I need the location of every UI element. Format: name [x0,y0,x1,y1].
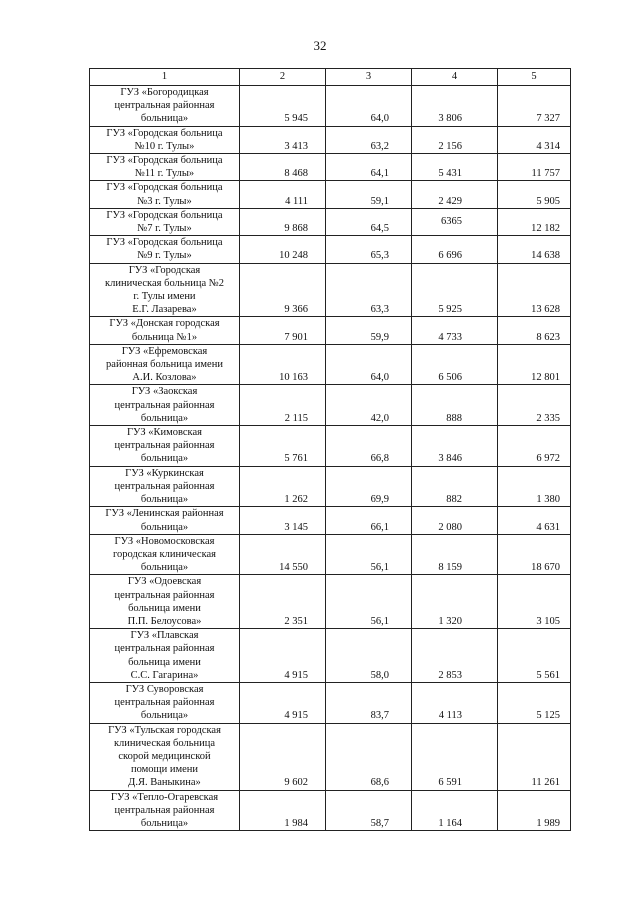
value-cell-col-2: 10 248 [240,236,326,263]
table-header [90,69,571,86]
institution-name-line: больница» [140,817,189,829]
institution-name-line: №10 г. Тулы» [134,140,195,152]
institution-name-cell [90,466,240,507]
institution-name-cell [90,208,240,235]
value-cell-col-3: 66,8 [326,426,412,467]
institution-name-line: Е.Г. Лазарева» [132,304,197,316]
value-cell-col-3: 68,6 [326,723,412,790]
institution-name-line: ГУЗ «Тульская городская [108,724,221,736]
table-row [90,790,571,831]
institution-name-cell [90,682,240,723]
value-cell-col-3: 83,7 [326,682,412,723]
institution-name-line: ГУЗ «Донская городская [109,318,220,330]
institution-name-line: ГУЗ «Городская больница [106,209,223,221]
institution-name-line: больница» [140,412,189,424]
value-cell-col-5: 4 631 [498,507,571,534]
value-cell-col-4: 2 853 [412,629,498,683]
table-row [90,426,571,467]
value-cell-col-2: 8 468 [240,154,326,181]
institution-name-line: больница имени [128,602,201,614]
value-cell-col-2: 2 115 [240,385,326,426]
table-row [90,723,571,790]
header-col-1: 1 [90,69,240,86]
value-cell-col-4: 1 320 [412,575,498,629]
institution-name-cell [90,126,240,153]
table-row [90,507,571,534]
value-cell-col-3: 64,0 [326,86,412,127]
value-cell-col-2: 5 945 [240,86,326,127]
value-cell-col-4: 2 080 [412,507,498,534]
value-cell-col-2: 9 868 [240,208,326,235]
table-row [90,344,571,385]
value-cell-col-5: 7 327 [498,86,571,127]
table-row [90,236,571,263]
institution-name-line: клиническая больница [113,737,216,749]
value-cell-col-3: 59,1 [326,181,412,208]
value-cell-col-4: 5 925 [412,263,498,317]
institution-name-cell [90,629,240,683]
table-row [90,317,571,344]
value-cell-col-4: 4 733 [412,317,498,344]
value-cell-col-2: 1 984 [240,790,326,831]
value-cell-col-4: 1 164 [412,790,498,831]
page-number: 32 [313,38,327,53]
institution-name-line: больница» [140,113,189,125]
institution-name-line: №9 г. Тулы» [137,250,192,262]
header-col-3: 3 [326,69,412,86]
institution-name-line: больница» [140,710,189,722]
institution-name-cell [90,385,240,426]
institution-name-line: ГУЗ «Ефремовская [121,345,208,357]
table-body [90,86,571,831]
institution-name-line: районная больница имени [106,359,223,371]
value-cell-col-4: 3 846 [412,426,498,467]
value-cell-col-4: 6365 [412,208,498,235]
institution-name-cell [90,154,240,181]
table-row [90,126,571,153]
institution-name-line: ГУЗ «Богородицкая [120,87,209,98]
institution-name-line: центральная районная [114,440,215,452]
value-cell-col-3: 42,0 [326,385,412,426]
table-row [90,534,571,575]
value-cell-col-5: 8 623 [498,317,571,344]
institution-name-cell [90,790,240,831]
institution-name-line: ГУЗ «Городская больница [106,155,223,167]
table-row [90,466,571,507]
institution-name-cell [90,181,240,208]
institution-name-cell [90,317,240,344]
header-col-4: 4 [412,69,498,86]
table-row [90,86,571,127]
table-row [90,385,571,426]
value-cell-col-4: 5 431 [412,154,498,181]
value-cell-col-2: 1 262 [240,466,326,507]
value-cell-col-2: 3 413 [240,126,326,153]
value-cell-col-4: 6 591 [412,723,498,790]
institution-name-line: городская клиническая [112,548,217,560]
institution-name-line: больница» [140,562,189,574]
table-row [90,181,571,208]
header-col-2: 2 [240,69,326,86]
value-cell-col-2: 5 761 [240,426,326,467]
institution-name-line: С.С. Гагарина» [130,669,199,681]
institution-name-line: центральная районная [114,697,215,709]
institution-name-line: центральная районная [114,804,215,816]
value-cell-col-5: 4 314 [498,126,571,153]
value-cell-col-5: 14 638 [498,236,571,263]
value-cell-col-2: 4 111 [240,181,326,208]
value-cell-col-5: 18 670 [498,534,571,575]
value-cell-col-5: 1 989 [498,790,571,831]
institution-name-line: П.П. Белоусова» [127,615,202,627]
institution-name-line: ГУЗ «Новомосковская [114,535,215,547]
institution-name-line: ГУЗ «Плавская [130,630,199,642]
institution-name-line: ГУЗ Суворовская [125,683,204,695]
institution-name-cell [90,426,240,467]
institution-name-cell [90,86,240,127]
value-cell-col-5: 6 972 [498,426,571,467]
institution-name-line: ГУЗ «Городская больница [106,182,223,194]
header-col-5: 5 [498,69,571,86]
institution-name-cell [90,507,240,534]
table-row [90,575,571,629]
value-cell-col-3: 64,0 [326,344,412,385]
value-cell-col-2: 7 901 [240,317,326,344]
value-cell-col-3: 63,2 [326,126,412,153]
institution-name-line: больница» [140,453,189,465]
institution-name-line: центральная районная [114,480,215,492]
value-cell-col-3: 63,3 [326,263,412,317]
value-cell-col-5: 3 105 [498,575,571,629]
value-cell-col-2: 3 145 [240,507,326,534]
value-cell-col-3: 65,3 [326,236,412,263]
institution-name-line: больница» [140,521,189,533]
institution-name-line: ГУЗ «Кимовская [126,427,202,439]
institution-name-line: №3 г. Тулы» [137,195,192,207]
institution-name-line: больница имени [128,656,201,668]
value-cell-col-5: 1 380 [498,466,571,507]
value-cell-col-5: 2 335 [498,385,571,426]
value-cell-col-2: 10 163 [240,344,326,385]
table-row [90,208,571,235]
institution-name-line: ГУЗ «Городская больница [106,237,223,249]
value-cell-col-4: 6 696 [412,236,498,263]
institution-name-line: г. Тулы имени [133,291,196,303]
institution-name-line: ГУЗ «Ленинская районная [105,508,224,520]
institution-name-cell [90,534,240,575]
value-cell-col-3: 69,9 [326,466,412,507]
institution-name-line: центральная районная [114,643,215,655]
institution-name-line: скорой медицинской [118,750,211,762]
institution-name-line: ГУЗ «Тепло-Огаревская [110,791,219,803]
institution-name-line: ГУЗ «Городская [128,264,201,276]
institution-name-line: ГУЗ «Одоевская [127,576,202,588]
table-row [90,629,571,683]
institution-name-line: центральная районная [114,399,215,411]
value-cell-col-2: 2 351 [240,575,326,629]
value-cell-col-5: 5 905 [498,181,571,208]
institution-name-cell [90,344,240,385]
value-cell-col-5: 13 628 [498,263,571,317]
value-cell-col-2: 9 366 [240,263,326,317]
value-cell-col-4: 4 113 [412,682,498,723]
value-cell-col-4: 2 429 [412,181,498,208]
header-row [90,69,571,86]
value-cell-col-5: 12 182 [498,208,571,235]
institution-name-line: центральная районная [114,589,215,601]
value-cell-col-5: 12 801 [498,344,571,385]
value-cell-col-5: 5 125 [498,682,571,723]
institution-name-line: ГУЗ «Куркинская [125,467,204,479]
value-cell-col-3: 58,0 [326,629,412,683]
institution-name-cell [90,263,240,317]
institution-name-line: А.И. Козлова» [132,372,197,384]
institution-name-line: больница» [140,494,189,506]
institution-name-cell [90,723,240,790]
institution-name-line: центральная районная [114,100,215,112]
value-cell-col-4: 882 [412,466,498,507]
institution-name-line: клиническая больница №2 [104,277,224,289]
value-cell-col-3: 59,9 [326,317,412,344]
table-row [90,154,571,181]
table-row [90,263,571,317]
institution-name-line: помощи имени [130,764,199,776]
value-cell-col-2: 4 915 [240,682,326,723]
value-cell-col-4: 3 806 [412,86,498,127]
statistics-table [89,68,571,831]
value-cell-col-3: 56,1 [326,575,412,629]
institution-name-line: ГУЗ «Заокская [131,386,198,398]
value-cell-col-4: 8 159 [412,534,498,575]
institution-name-cell [90,236,240,263]
value-cell-col-5: 11 757 [498,154,571,181]
value-cell-col-3: 56,1 [326,534,412,575]
value-cell-col-2: 4 915 [240,629,326,683]
table-row [90,682,571,723]
institution-name-line: ГУЗ «Городская больница [106,127,223,139]
value-cell-col-4: 6 506 [412,344,498,385]
institution-name-cell [90,575,240,629]
value-cell-col-2: 9 602 [240,723,326,790]
value-cell-col-3: 66,1 [326,507,412,534]
value-cell-col-3: 64,1 [326,154,412,181]
institution-name-line: №11 г. Тулы» [134,168,195,180]
value-cell-col-5: 5 561 [498,629,571,683]
institution-name-line: больница №1» [131,331,198,343]
institution-name-line: Д.Я. Ваныкина» [128,777,201,789]
value-cell-col-4: 888 [412,385,498,426]
value-cell-col-5: 11 261 [498,723,571,790]
value-cell-col-3: 64,5 [326,208,412,235]
value-cell-col-2: 14 550 [240,534,326,575]
value-cell-col-3: 58,7 [326,790,412,831]
institution-name-line: №7 г. Тулы» [137,223,192,235]
value-cell-col-4: 2 156 [412,126,498,153]
